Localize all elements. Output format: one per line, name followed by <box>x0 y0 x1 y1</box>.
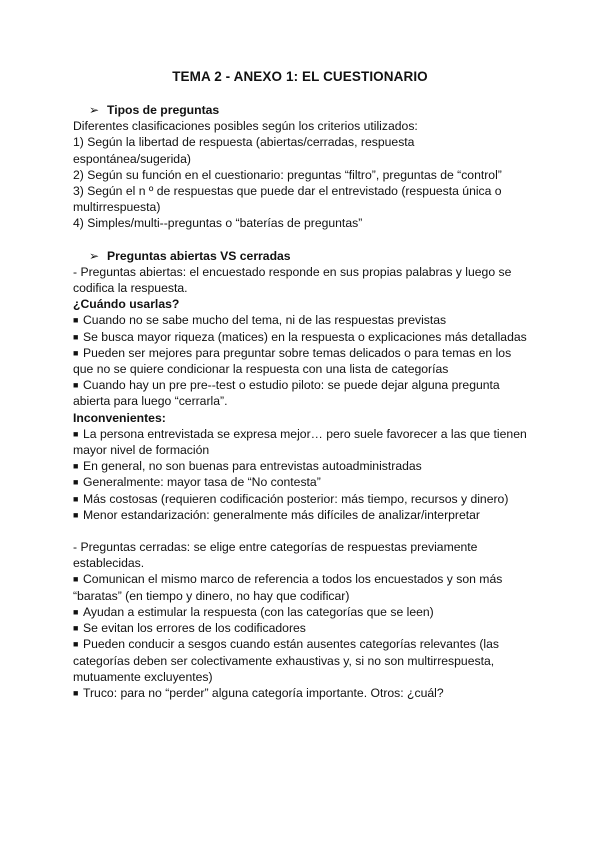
paragraph-line: codifica la respuesta. <box>73 281 188 296</box>
subheading-cuando: ¿Cuándo usarlas? <box>73 297 180 312</box>
square-bullet-icon: ■ <box>73 509 79 520</box>
square-bullet-icon: ■ <box>73 606 79 617</box>
section-heading-label: Preguntas abiertas VS cerradas <box>107 248 291 263</box>
bullet-continuation: “baratas” (en tiempo y dinero, no hay que codificar) <box>73 588 350 603</box>
paragraph-line: - Preguntas cerradas: se elige entre categorías de respuestas previamente <box>73 540 478 555</box>
paragraph-line: 2) Según su función en el cuestionario: preguntas “filtro”, preguntas de “control” <box>73 167 502 182</box>
bullet-item: ■ Generalmente: mayor tasa de “No contesta” <box>73 475 321 490</box>
square-bullet-icon: ■ <box>73 623 79 634</box>
paragraph-line: - Preguntas abiertas: el encuestado responde en sus propias palabras y luego se <box>73 264 512 279</box>
square-bullet-icon: ■ <box>73 493 79 504</box>
bullet-item: ■ En general, no son buenas para entrevistas autoadministradas <box>73 459 422 474</box>
bullet-continuation: que no se quiere condicionar la respuesta con una lista de categorías <box>73 362 449 377</box>
bullet-item: ■ Pueden ser mejores para preguntar sobre temas delicados o para temas en los <box>73 345 512 360</box>
section-heading-abiertas-cerradas <box>73 248 533 264</box>
bullet-item: ■ La persona entrevistada se expresa mejor… pero suele favorecer a las que tienen <box>73 426 527 441</box>
bullet-item: ■ Truco: para no “perder” alguna categoría importante. Otros: ¿cuál? <box>73 685 444 700</box>
paragraph-line: 1) Según la libertad de respuesta (abiertas/cerradas, respuesta <box>73 135 415 150</box>
subheading-inconvenientes: Inconvenientes: <box>73 410 166 425</box>
section-heading-label: Tipos de preguntas <box>107 103 220 117</box>
square-bullet-icon: ■ <box>73 315 79 326</box>
square-bullet-icon: ■ <box>73 477 79 488</box>
square-bullet-icon: ■ <box>73 347 79 358</box>
arrow-bullet-icon: ➢ <box>89 248 100 263</box>
square-bullet-icon: ■ <box>73 331 79 342</box>
bullet-item: ■ Ayudan a estimular la respuesta (con las categorías que se leen) <box>73 604 434 619</box>
bullet-continuation: mayor nivel de formación <box>73 443 210 458</box>
bullet-continuation: abierta para luego “cerrarla”. <box>73 394 228 409</box>
paragraph-line: espontánea/sugerida) <box>73 151 191 166</box>
square-bullet-icon: ■ <box>73 687 79 698</box>
bullet-continuation: mutuamente excluyentes) <box>73 669 213 684</box>
arrow-bullet-icon: ➢ <box>89 103 100 117</box>
paragraph-line: Diferentes clasificaciones posibles según los criterios utilizados: <box>73 119 418 134</box>
bullet-item: ■ Menor estandarización: generalmente más difíciles de analizar/interpretar <box>73 507 480 522</box>
paragraph-line: 4) Simples/multi--preguntas o “baterías de preguntas” <box>73 216 363 231</box>
paragraph-line: establecidas. <box>73 556 145 571</box>
bullet-item: ■ Más costosas (requieren codificación posterior: más tiempo, recursos y dinero) <box>73 491 509 506</box>
bullet-item: ■ Pueden conducir a sesgos cuando están ausentes categorías relevantes (las <box>73 637 499 652</box>
spacer <box>73 523 533 539</box>
bullet-item: ■ Comunican el mismo marco de referencia a todos los encuestados y son más <box>73 572 503 587</box>
bullet-item: ■ Se busca mayor riqueza (matices) en la respuesta o explicaciones más detalladas <box>73 329 527 344</box>
page-title: TEMA 2 - ANEXO 1: EL CUESTIONARIO <box>172 69 428 84</box>
bullet-continuation: categorías deben ser colectivamente exhaustivas y, si no son multirrespuesta, <box>73 653 495 668</box>
document-body <box>73 102 533 701</box>
square-bullet-icon: ■ <box>73 428 79 439</box>
spacer <box>73 232 533 248</box>
square-bullet-icon: ■ <box>73 574 79 585</box>
paragraph-line: multirrespuesta) <box>73 200 161 215</box>
square-bullet-icon: ■ <box>73 639 79 650</box>
bullet-item: ■ Cuando no se sabe mucho del tema, ni de las respuestas previstas <box>73 313 447 328</box>
bullet-item: ■ Se evitan los errores de los codificadores <box>73 621 306 636</box>
section-heading-tipos <box>73 102 533 118</box>
bullet-item: ■ Cuando hay un pre pre--test o estudio piloto: se puede dejar alguna pregunta <box>73 378 500 393</box>
square-bullet-icon: ■ <box>73 461 79 472</box>
square-bullet-icon: ■ <box>73 380 79 391</box>
paragraph-line: 3) Según el n º de respuestas que puede dar el entrevistado (respuesta única o <box>73 184 502 199</box>
